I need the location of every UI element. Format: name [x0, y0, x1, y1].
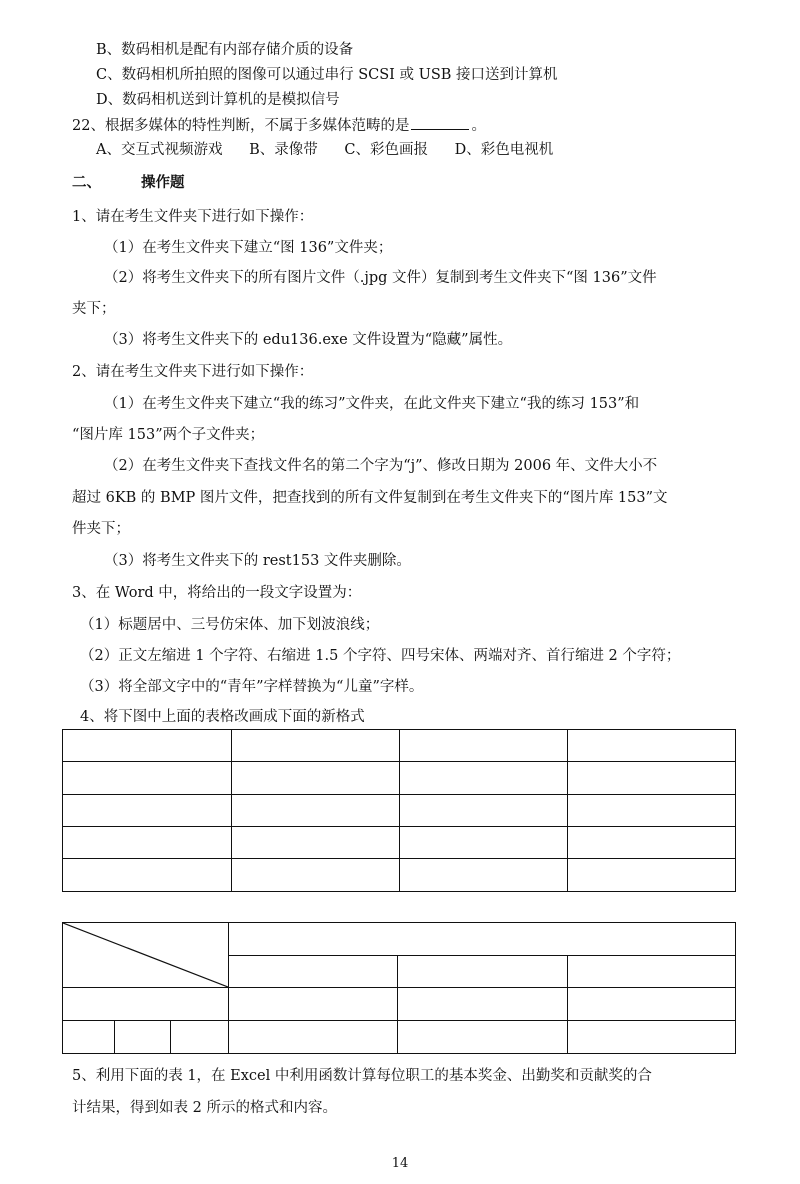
table-cell — [568, 795, 736, 827]
table-cell — [229, 956, 398, 988]
table-cell — [400, 827, 568, 859]
merged-cell — [63, 988, 229, 1021]
op2-step2-line1: （2）在考生文件夹下查找文件名的第二个字为“j”、修改日期为 2006 年、文件大小不 — [104, 458, 658, 474]
table-cell — [63, 1021, 115, 1054]
new-format-table — [62, 922, 736, 1054]
table-cell — [400, 762, 568, 795]
table-cell — [568, 762, 736, 795]
q22-option-b: B、录像带 — [249, 142, 318, 158]
diagonal-header-cell — [63, 923, 229, 988]
table-cell — [400, 795, 568, 827]
q22-option-d: D、彩色电视机 — [454, 142, 554, 158]
table-cell — [568, 827, 736, 859]
table-cell — [232, 762, 400, 795]
op2-step2-line2: 超过 6KB 的 BMP 图片文件，把查找到的所有文件复制到在考生文件夹下的“图片库 153”文 — [72, 490, 668, 506]
table-cell — [568, 859, 736, 892]
op1-step3: （3）将考生文件夹下的 edu136.exe 文件设置为“隐藏”属性。 — [104, 332, 513, 348]
op2-step2-line3: 件夹下； — [72, 521, 130, 537]
table-cell — [400, 730, 568, 762]
q21-option-d: D、数码相机送到计算机的是模拟信号 — [96, 92, 340, 108]
table-cell — [63, 730, 232, 762]
section-number: 二、 — [72, 174, 101, 191]
table-row — [63, 1021, 736, 1054]
op3-step2: （2）正文左缩进 1 个字符、右缩进 1.5 个字符、四号宋体、两端对齐、首行缩进 2 个字符； — [80, 648, 681, 664]
table-cell — [568, 1021, 736, 1054]
section-heading — [72, 173, 185, 193]
diagonal-line — [63, 923, 228, 987]
op3-step1: （1）标题居中、三号仿宋体、加下划波浪线； — [80, 617, 380, 633]
table-cell — [63, 859, 232, 892]
page-number: 14 — [391, 1156, 409, 1171]
table-row — [63, 795, 736, 827]
answer-blank — [411, 115, 469, 130]
table-cell — [232, 859, 400, 892]
q22-option-c: C、彩色画报 — [344, 142, 428, 158]
op2-step1-line2: “图片库 153”两个子文件夹； — [72, 427, 265, 443]
op3-step3: （3）将全部文字中的“青年”字样替换为“儿童”字样。 — [80, 679, 424, 695]
table-cell — [232, 730, 400, 762]
table-cell — [63, 827, 232, 859]
q22-stem-text: 22、根据多媒体的特性判断，不属于多媒体范畴的是 — [72, 118, 410, 134]
q22-option-a: A、交互式视频游戏 — [96, 142, 223, 158]
q22-stem — [72, 115, 486, 136]
table-row — [63, 762, 736, 795]
op2-step1-line1: （1）在考生文件夹下建立“我的练习”文件夹，在此文件夹下建立“我的练习 153”和 — [104, 396, 640, 412]
merged-header-cell — [229, 923, 736, 956]
section-title: 操作题 — [141, 174, 185, 191]
q22-stem-end: 。 — [471, 118, 486, 134]
op3-intro: 3、在 Word 中，将给出的一段文字设置为： — [72, 585, 362, 601]
table-cell — [568, 956, 736, 988]
table-row — [63, 827, 736, 859]
table-cell — [63, 762, 232, 795]
table-row — [63, 730, 736, 762]
table-row — [63, 923, 736, 956]
table-cell — [171, 1021, 229, 1054]
table-cell — [63, 795, 232, 827]
table-row — [63, 988, 736, 1021]
table-cell — [568, 988, 736, 1021]
table-cell — [229, 1021, 398, 1054]
table-cell — [400, 859, 568, 892]
op5-line1: 5、利用下面的表 1，在 Excel 中利用函数计算每位职工的基本奖金、出勤奖和贡献奖的合 — [72, 1068, 652, 1084]
q21-option-b: B、数码相机是配有内部存储介质的设备 — [96, 42, 354, 58]
table-cell — [229, 988, 398, 1021]
table-cell — [398, 1021, 568, 1054]
table-cell — [568, 730, 736, 762]
table-cell — [398, 988, 568, 1021]
op5-line2: 计结果，得到如表 2 所示的格式和内容。 — [72, 1100, 337, 1116]
op1-intro: 1、请在考生文件夹下进行如下操作： — [72, 209, 314, 225]
op2-intro: 2、请在考生文件夹下进行如下操作： — [72, 364, 314, 380]
op2-step3: （3）将考生文件夹下的 rest153 文件夹删除。 — [104, 553, 411, 569]
table-row — [63, 859, 736, 892]
table-cell — [232, 795, 400, 827]
table-cell — [115, 1021, 171, 1054]
op1-step1: （1）在考生文件夹下建立“图 136”文件夹； — [104, 240, 393, 256]
original-table — [62, 729, 736, 892]
op4-intro: 4、将下图中上面的表格改画成下面的新格式 — [80, 709, 365, 725]
table-cell — [398, 956, 568, 988]
q21-option-c: C、数码相机所拍照的图像可以通过串行 SCSI 或 USB 接口送到计算机 — [96, 67, 558, 83]
q22-options — [96, 140, 575, 160]
op1-step2-line2: 夹下； — [72, 301, 116, 317]
table-cell — [232, 827, 400, 859]
op1-step2-line1: （2）将考生文件夹下的所有图片文件（.jpg 文件）复制到考生文件夹下“图 136”文件 — [104, 270, 657, 286]
